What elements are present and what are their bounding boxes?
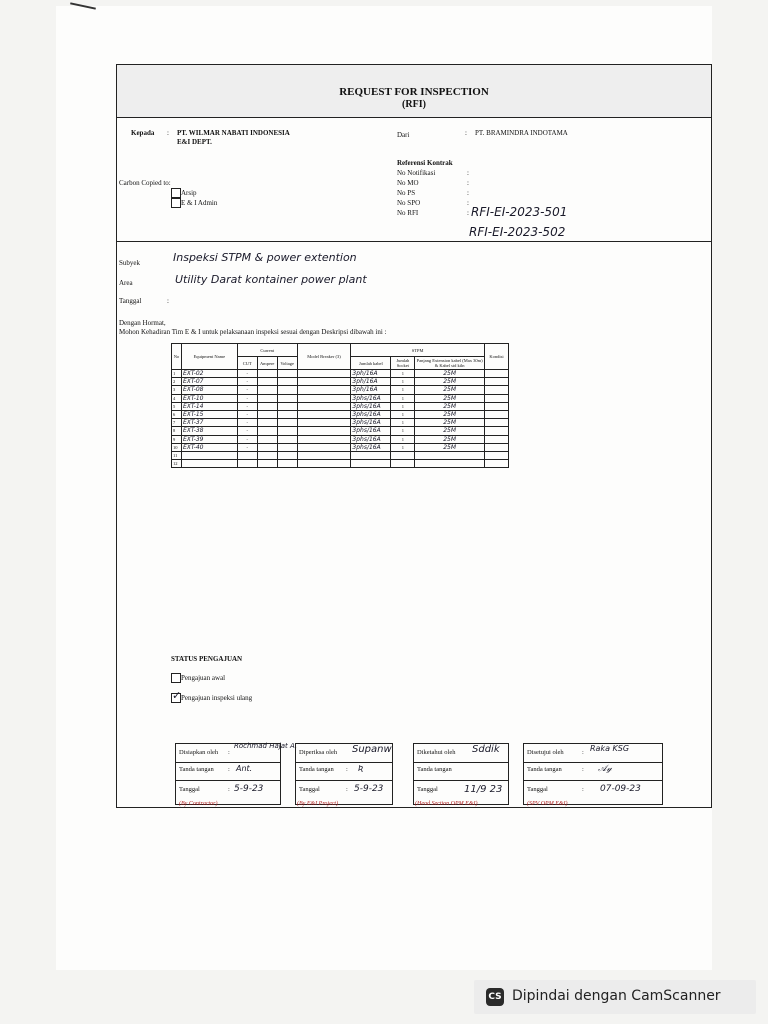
cell-jumlah-socket: 1 [391, 419, 415, 427]
cell-panjang: 25M [415, 394, 485, 402]
cell-keterangan [484, 419, 508, 427]
header-stpm: STPM [351, 344, 485, 357]
table-row [172, 427, 509, 435]
divider [117, 241, 711, 242]
ref-mo: No MO [397, 179, 419, 187]
sig-name: Sddik [472, 744, 500, 755]
cell-voltage [277, 386, 297, 394]
signature-box-checked: Diperiksa oleh Tanda tangan Tanggal : : Supanw Ʀ 5-9-23 [295, 743, 393, 805]
cell-model [297, 419, 351, 427]
cell-ampere [257, 378, 277, 386]
table-row [172, 370, 509, 378]
cell-no: 4 [172, 394, 182, 402]
cell-jumlah-kabel: 3ph/16A [351, 370, 391, 378]
cell-jumlah-kabel: 3phs/16A [351, 443, 391, 451]
cell-ampere [257, 443, 277, 451]
table-row [172, 378, 509, 386]
sig-sign-label: Tanda tangan [299, 766, 334, 773]
sig-date-label: Tanggal [527, 786, 548, 793]
cell-jumlah-kabel: 3ph/16A [351, 386, 391, 394]
cell-ampere [257, 386, 277, 394]
header-equipment: Equipment Name [181, 344, 237, 370]
cell-jumlah-socket: 1 [391, 370, 415, 378]
cell-panjang: 25M [415, 370, 485, 378]
cell-jumlah-socket: 1 [391, 435, 415, 443]
sig-date: 5-9-23 [234, 784, 264, 794]
cell-equipment-name: EXT-15 [181, 410, 237, 418]
cell-no: 12 [172, 460, 182, 468]
cell-no: 1 [172, 370, 182, 378]
cell-keterangan [484, 394, 508, 402]
signature-scribble: 𝒜𝓎 [598, 764, 612, 774]
cell-panjang: 25M [415, 443, 485, 451]
signature-scribble: Ʀ [358, 764, 364, 773]
cc-admin-label: E & I Admin [181, 199, 218, 207]
ref-notifikasi: No Notifikasi [397, 169, 436, 177]
footer-head-section: (Head Section OPM E&I) [415, 801, 478, 807]
cell-model [297, 443, 351, 451]
signature-box-prepared: Disiapkan oleh Tanda tangan Tanggal : : : Rochmad Hajat A. Ant. 5-9-23 [175, 743, 281, 805]
table-row [172, 410, 509, 418]
cell-cut: - [237, 378, 257, 386]
cell-cut: - [237, 410, 257, 418]
cell-no: 6 [172, 410, 182, 418]
cell-cut [237, 460, 257, 468]
check-mark-icon: ✓ [172, 689, 182, 702]
equipment-table [171, 343, 509, 468]
cell-voltage [277, 451, 297, 459]
cell-cut: - [237, 443, 257, 451]
cell-cut: - [237, 419, 257, 427]
cell-jumlah-kabel [351, 460, 391, 468]
cc-arsip-label: Arsip [181, 189, 197, 197]
kepada-label: Kepada [131, 129, 155, 137]
cell-jumlah-kabel: 3phs/16A [351, 410, 391, 418]
header-no: No [172, 344, 182, 370]
cell-jumlah-socket [391, 451, 415, 459]
sig-date-label: Tanggal [179, 786, 200, 793]
cell-keterangan [484, 402, 508, 410]
form-title: REQUEST FOR INSPECTION [339, 86, 489, 98]
cell-panjang: 25M [415, 378, 485, 386]
table-body [172, 370, 509, 468]
cell-jumlah-socket: 1 [391, 443, 415, 451]
status-ulang-checkbox [171, 689, 182, 703]
area-label: Area [119, 279, 133, 287]
signature-box-known [413, 743, 509, 805]
sig-name: Rochmad Hajat A. [234, 742, 298, 750]
camscanner-watermark [474, 980, 756, 1014]
header-jumlah-socket: Jumlah Socket [391, 357, 415, 370]
cell-jumlah-socket: 1 [391, 402, 415, 410]
signature-box-approved: Disetujui oleh Tanda tangan Tanggal : : : Raka KSG 𝒜𝓎 07-09-23 [523, 743, 663, 805]
rfi-number-2: RFI-EI-2023-502 [469, 225, 566, 239]
table-row [172, 394, 509, 402]
cell-ampere [257, 419, 277, 427]
header-current: Current [237, 344, 297, 357]
cell-equipment-name: EXT-38 [181, 427, 237, 435]
table-row [172, 451, 509, 459]
cell-jumlah-socket: 1 [391, 394, 415, 402]
cell-voltage [277, 370, 297, 378]
cell-model [297, 386, 351, 394]
sig-role: Diperiksa oleh [299, 749, 338, 756]
header-panjang: Panjang Extension kabel (Max 30m) & Kabel std kiln [416, 358, 483, 368]
cell-no: 10 [172, 443, 182, 451]
cell-voltage [277, 394, 297, 402]
rfi-number-1: RFI-EI-2023-501 [471, 205, 568, 219]
cell-model [297, 394, 351, 402]
cell-jumlah-kabel: 3phs/16A [351, 419, 391, 427]
cell-panjang: 25M [415, 419, 485, 427]
cell-jumlah-socket [391, 460, 415, 468]
cell-ampere [257, 435, 277, 443]
header-jumlah-kabel: Jumlah kabel [351, 357, 391, 370]
header-voltage: Voltage [277, 357, 297, 370]
status-ulang-label: Pengajuan inspeksi ulang [181, 694, 253, 702]
cell-no: 11 [172, 451, 182, 459]
cc-label: Carbon Copied to: [119, 179, 171, 187]
cell-jumlah-kabel: 3phs/16A [351, 402, 391, 410]
cell-ampere [257, 460, 277, 468]
cell-model [297, 460, 351, 468]
tanggal-label: Tanggal [119, 297, 142, 305]
cell-equipment-name: EXT-08 [181, 386, 237, 394]
cell-equipment-name: EXT-39 [181, 435, 237, 443]
dari-label: Dari [397, 131, 410, 139]
cell-jumlah-kabel [351, 451, 391, 459]
cell-jumlah-kabel: 3phs/16A [351, 427, 391, 435]
cell-equipment-name: EXT-10 [181, 394, 237, 402]
status-awal-label: Pengajuan awal [181, 674, 226, 682]
cell-voltage [277, 402, 297, 410]
cell-equipment-name: EXT-14 [181, 402, 237, 410]
signature-scribble: Ant. [236, 764, 253, 773]
cell-jumlah-kabel: 3ph/16A [351, 378, 391, 386]
cell-cut: - [237, 402, 257, 410]
sig-role: Diketahui oleh [417, 749, 456, 756]
cc-admin-checkbox [171, 198, 181, 208]
header-ampere: Ampere [257, 357, 277, 370]
ref-spo: No SPO [397, 199, 421, 207]
footer-contractor: (By Contractor) [179, 801, 218, 807]
table-header-row [172, 344, 509, 357]
ref-rfi: No RFI [397, 209, 419, 217]
area-value: Utility Darat kontainer power plant [175, 273, 367, 286]
kepada-value-2: E&I DEPT. [177, 138, 212, 146]
cell-jumlah-socket: 1 [391, 386, 415, 394]
cell-panjang: 25M [415, 410, 485, 418]
cell-no: 7 [172, 419, 182, 427]
form-subtitle: (RFI) [402, 99, 426, 110]
cell-voltage [277, 419, 297, 427]
cell-keterangan [484, 451, 508, 459]
footer-ei-project: (By E&I Project) [297, 801, 339, 807]
cell-jumlah-kabel: 3phs/16A [351, 435, 391, 443]
cell-keterangan [484, 378, 508, 386]
footer-spv: (SPV OPM E&I) [527, 801, 568, 807]
cell-model [297, 435, 351, 443]
cell-cut [237, 451, 257, 459]
cell-voltage [277, 427, 297, 435]
sig-sign-label: Tanda tangan [417, 766, 452, 773]
cell-panjang: 25M [415, 402, 485, 410]
camscanner-logo-icon: CS [486, 988, 504, 1006]
sig-name: Supanw [352, 744, 392, 755]
cell-ampere [257, 410, 277, 418]
sig-role: Disiapkan oleh [179, 749, 219, 756]
cell-voltage [277, 378, 297, 386]
cell-keterangan [484, 427, 508, 435]
table-row [172, 386, 509, 394]
cell-model [297, 451, 351, 459]
cell-jumlah-kabel: 3phs/16A [351, 394, 391, 402]
table-row [172, 402, 509, 410]
cell-ampere [257, 394, 277, 402]
cell-ampere [257, 370, 277, 378]
status-title: STATUS PENGAJUAN [171, 655, 243, 663]
cell-no: 8 [172, 427, 182, 435]
subyek-label: Subyek [119, 259, 140, 267]
cell-keterangan [484, 370, 508, 378]
cell-no: 5 [172, 402, 182, 410]
cell-cut: - [237, 386, 257, 394]
cell-equipment-name [181, 460, 237, 468]
table-row [172, 443, 509, 451]
cell-keterangan [484, 410, 508, 418]
cell-cut: - [237, 370, 257, 378]
cell-model [297, 427, 351, 435]
cell-cut: - [237, 435, 257, 443]
header-cut: CUT [237, 357, 257, 370]
cell-equipment-name [181, 451, 237, 459]
cell-no: 2 [172, 378, 182, 386]
cell-ampere [257, 402, 277, 410]
cc-arsip-checkbox [171, 188, 181, 198]
camscanner-text: Dipindai dengan CamScanner [512, 988, 721, 1004]
cell-keterangan [484, 435, 508, 443]
cell-panjang: 25M [415, 386, 485, 394]
sig-role: Disetujui oleh [527, 749, 564, 756]
dari-value: PT. BRAMINDRA INDOTAMA [475, 129, 568, 137]
ref-ps: No PS [397, 189, 416, 197]
sig-date: 11/9 23 [464, 784, 503, 795]
table-row [172, 435, 509, 443]
ref-title: Referensi Kontrak [397, 159, 453, 167]
sig-sign-label: Tanda tangan [527, 766, 562, 773]
sig-date: 5-9-23 [354, 784, 384, 794]
cell-cut: - [237, 394, 257, 402]
table-row [172, 460, 509, 468]
cell-model [297, 370, 351, 378]
cell-jumlah-socket: 1 [391, 410, 415, 418]
request-text: Mohon Kehadiran Tim E & I untuk pelaksanaan inspeksi sesuai dengan Deskripsi dibawah ini : [119, 328, 387, 336]
greeting: Dengan Hormat, [119, 319, 166, 327]
cell-equipment-name: EXT-40 [181, 443, 237, 451]
cell-voltage [277, 460, 297, 468]
rfi-form: REQUEST FOR INSPECTION (RFI) Kepada : PT. WILMAR NABATI INDONESIA E&I DEPT. Dari : PT. BRAMINDRA INDOTAMA Referensi Kontrak No Notifikasi No MO No PS No SPO No RFI : : : : : RFI-EI-2023-501 RFI-EI-2023-502 Carbon Copied to: Arsip E & I Admin Subyek Inspeksi STPM & power extention Area Utility Darat kontainer power plant Tanggal : Dengan Hormat, Mohon Kehadiran Tim E & I untuk pelaksanaan inspeksi sesuai dengan Deskripsi dibawah ini : No Equipment Name Current Model Breaker (3) STPM Kondisi CUT Ampere Voltage Jumlah kabel Jumlah Socket Panjang Extension kabel (Max 30m) & Kabel std kiln 1 EXT-02 - 3ph/16A 1 25M 2 EXT-07 - 3ph/16A 1 25M 3 EXT-08 - 3ph/16A 1 25M 4 EXT-10 - 3phs/16A 1 25M 5 EXT-14 - 3phs/16A 1 25M 6 EXT-15 - 3phs/16A 1 25M 7 EXT-37 - 3phs/16A 1 25M 8 EXT-38 - 3phs/16A 1 25M 9 EXT-39 - 3phs/16A 1 25M 10 EXT-40 - 3phs/16A 1 25M 11 12 STATUS PENGAJUAN Pengajuan awal ✓ Pengajuan inspeksi ulang Disiapkan oleh Tanda tangan Tanggal : : : Rochmad Hajat A. Ant. 5-9-23 Diperiksa oleh Tanda tangan Tanggal : : Supanw Ʀ 5-9-23 Diketahui oleh Tanda tangan Tanggal Sddik 11/9 23 Disetujui oleh Tanda tangan Tanggal : : : Raka KSG 𝒜𝓎 07-09-23 (By Contractor) (By E&I Project) (Head Section OPM E&I) (SPV OPM E&I) [116, 64, 712, 808]
sig-date: 07-09-23 [600, 784, 641, 794]
cell-keterangan [484, 443, 508, 451]
cell-cut: - [237, 427, 257, 435]
cell-panjang: 25M [415, 435, 485, 443]
cell-jumlah-socket: 1 [391, 378, 415, 386]
cell-keterangan [484, 460, 508, 468]
cell-panjang [415, 460, 485, 468]
cell-equipment-name: EXT-07 [181, 378, 237, 386]
subyek-value: Inspeksi STPM & power extention [173, 251, 357, 264]
header-keterangan: Kondisi [484, 344, 508, 370]
cell-no: 3 [172, 386, 182, 394]
cell-voltage [277, 410, 297, 418]
table-row [172, 419, 509, 427]
kepada-value-1: PT. WILMAR NABATI INDONESIA [177, 129, 290, 137]
cell-panjang: 25M [415, 427, 485, 435]
cell-model [297, 410, 351, 418]
cell-voltage [277, 443, 297, 451]
cell-ampere [257, 427, 277, 435]
sig-name: Raka KSG [590, 744, 630, 753]
cell-voltage [277, 435, 297, 443]
sig-sign-label: Tanda tangan [179, 766, 214, 773]
header-model: Model Breaker (3) [297, 344, 351, 370]
status-awal-checkbox [171, 673, 181, 683]
cell-jumlah-socket: 1 [391, 427, 415, 435]
cell-ampere [257, 451, 277, 459]
form-header [117, 65, 711, 118]
cell-model [297, 402, 351, 410]
cell-model [297, 378, 351, 386]
cell-equipment-name: EXT-02 [181, 370, 237, 378]
cell-keterangan [484, 386, 508, 394]
cell-no: 9 [172, 435, 182, 443]
sig-date-label: Tanggal [417, 786, 438, 793]
cell-panjang [415, 451, 485, 459]
cell-equipment-name: EXT-37 [181, 419, 237, 427]
sig-date-label: Tanggal [299, 786, 320, 793]
